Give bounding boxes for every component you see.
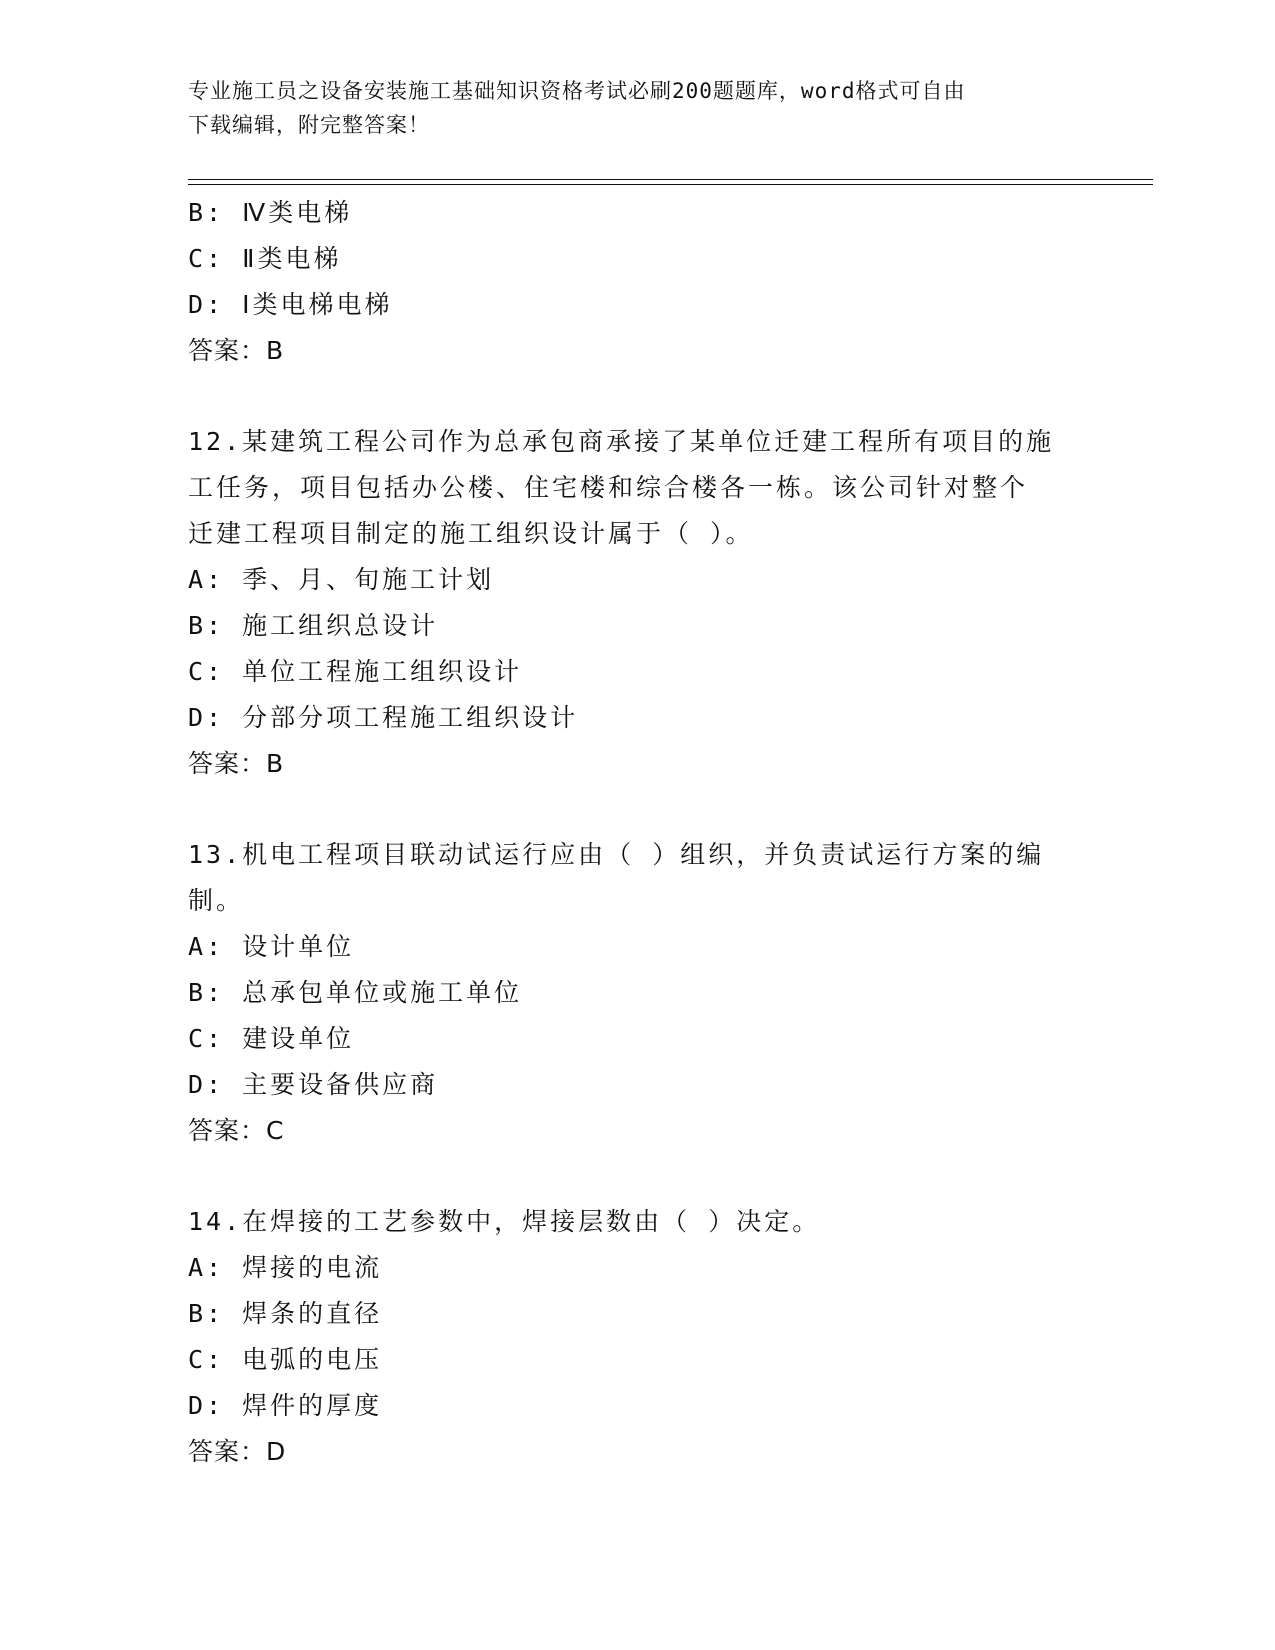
header-rule-bottom [188, 184, 1153, 185]
answer-line: 答案：C [188, 1116, 285, 1145]
question-stem-line: 13.机电工程项目联动试运行应由（ ）组织，并负责试运行方案的编 [188, 840, 1045, 869]
answer-line: 答案：D [188, 1437, 287, 1466]
option-b: B: 焊条的直径 [188, 1299, 383, 1328]
option-d: D: Ⅰ类电梯电梯 [188, 290, 393, 319]
question-stem-line: 12.某建筑工程公司作为总承包商承接了某单位迁建工程所有项目的施 [188, 427, 1055, 456]
prev-question-block [188, 190, 1088, 374]
option-c: C: 电弧的电压 [188, 1345, 383, 1374]
option-d: D: 焊件的厚度 [188, 1391, 383, 1420]
option-c: C: 单位工程施工组织设计 [188, 657, 523, 686]
option-d: D: 分部分项工程施工组织设计 [188, 703, 579, 732]
question-14 [188, 1199, 1088, 1475]
option-c: C: Ⅱ类电梯 [188, 244, 342, 273]
question-stem-line: 制。 [188, 886, 245, 915]
option-a: A: 焊接的电流 [188, 1253, 383, 1282]
question-13 [188, 832, 1088, 1154]
document-body [188, 190, 1088, 1475]
option-d: D: 主要设备供应商 [188, 1070, 439, 1099]
option-b: B: 总承包单位或施工单位 [188, 978, 523, 1007]
header-line-1: 专业施工员之设备安装施工基础知识资格考试必刷200题题库，word格式可自由 [188, 79, 966, 103]
question-stem-line: 迁建工程项目制定的施工组织设计属于（ ）。 [188, 519, 754, 548]
header-line-2: 下载编辑，附完整答案！ [188, 113, 430, 137]
answer-line: 答案：B [188, 749, 285, 778]
option-b: B: Ⅳ类电梯 [188, 198, 353, 227]
header-rule-top [188, 179, 1153, 180]
option-a: A: 设计单位 [188, 932, 355, 961]
question-12 [188, 419, 1088, 787]
document-header [188, 74, 1088, 142]
option-a: A: 季、月、旬施工计划 [188, 565, 495, 594]
answer-line: 答案：B [188, 336, 285, 365]
option-b: B: 施工组织总设计 [188, 611, 439, 640]
question-stem-line: 14.在焊接的工艺参数中，焊接层数由（ ）决定。 [188, 1207, 821, 1236]
question-stem-line: 工任务，项目包括办公楼、住宅楼和综合楼各一栋。该公司针对整个 [188, 473, 1029, 502]
option-c: C: 建设单位 [188, 1024, 355, 1053]
